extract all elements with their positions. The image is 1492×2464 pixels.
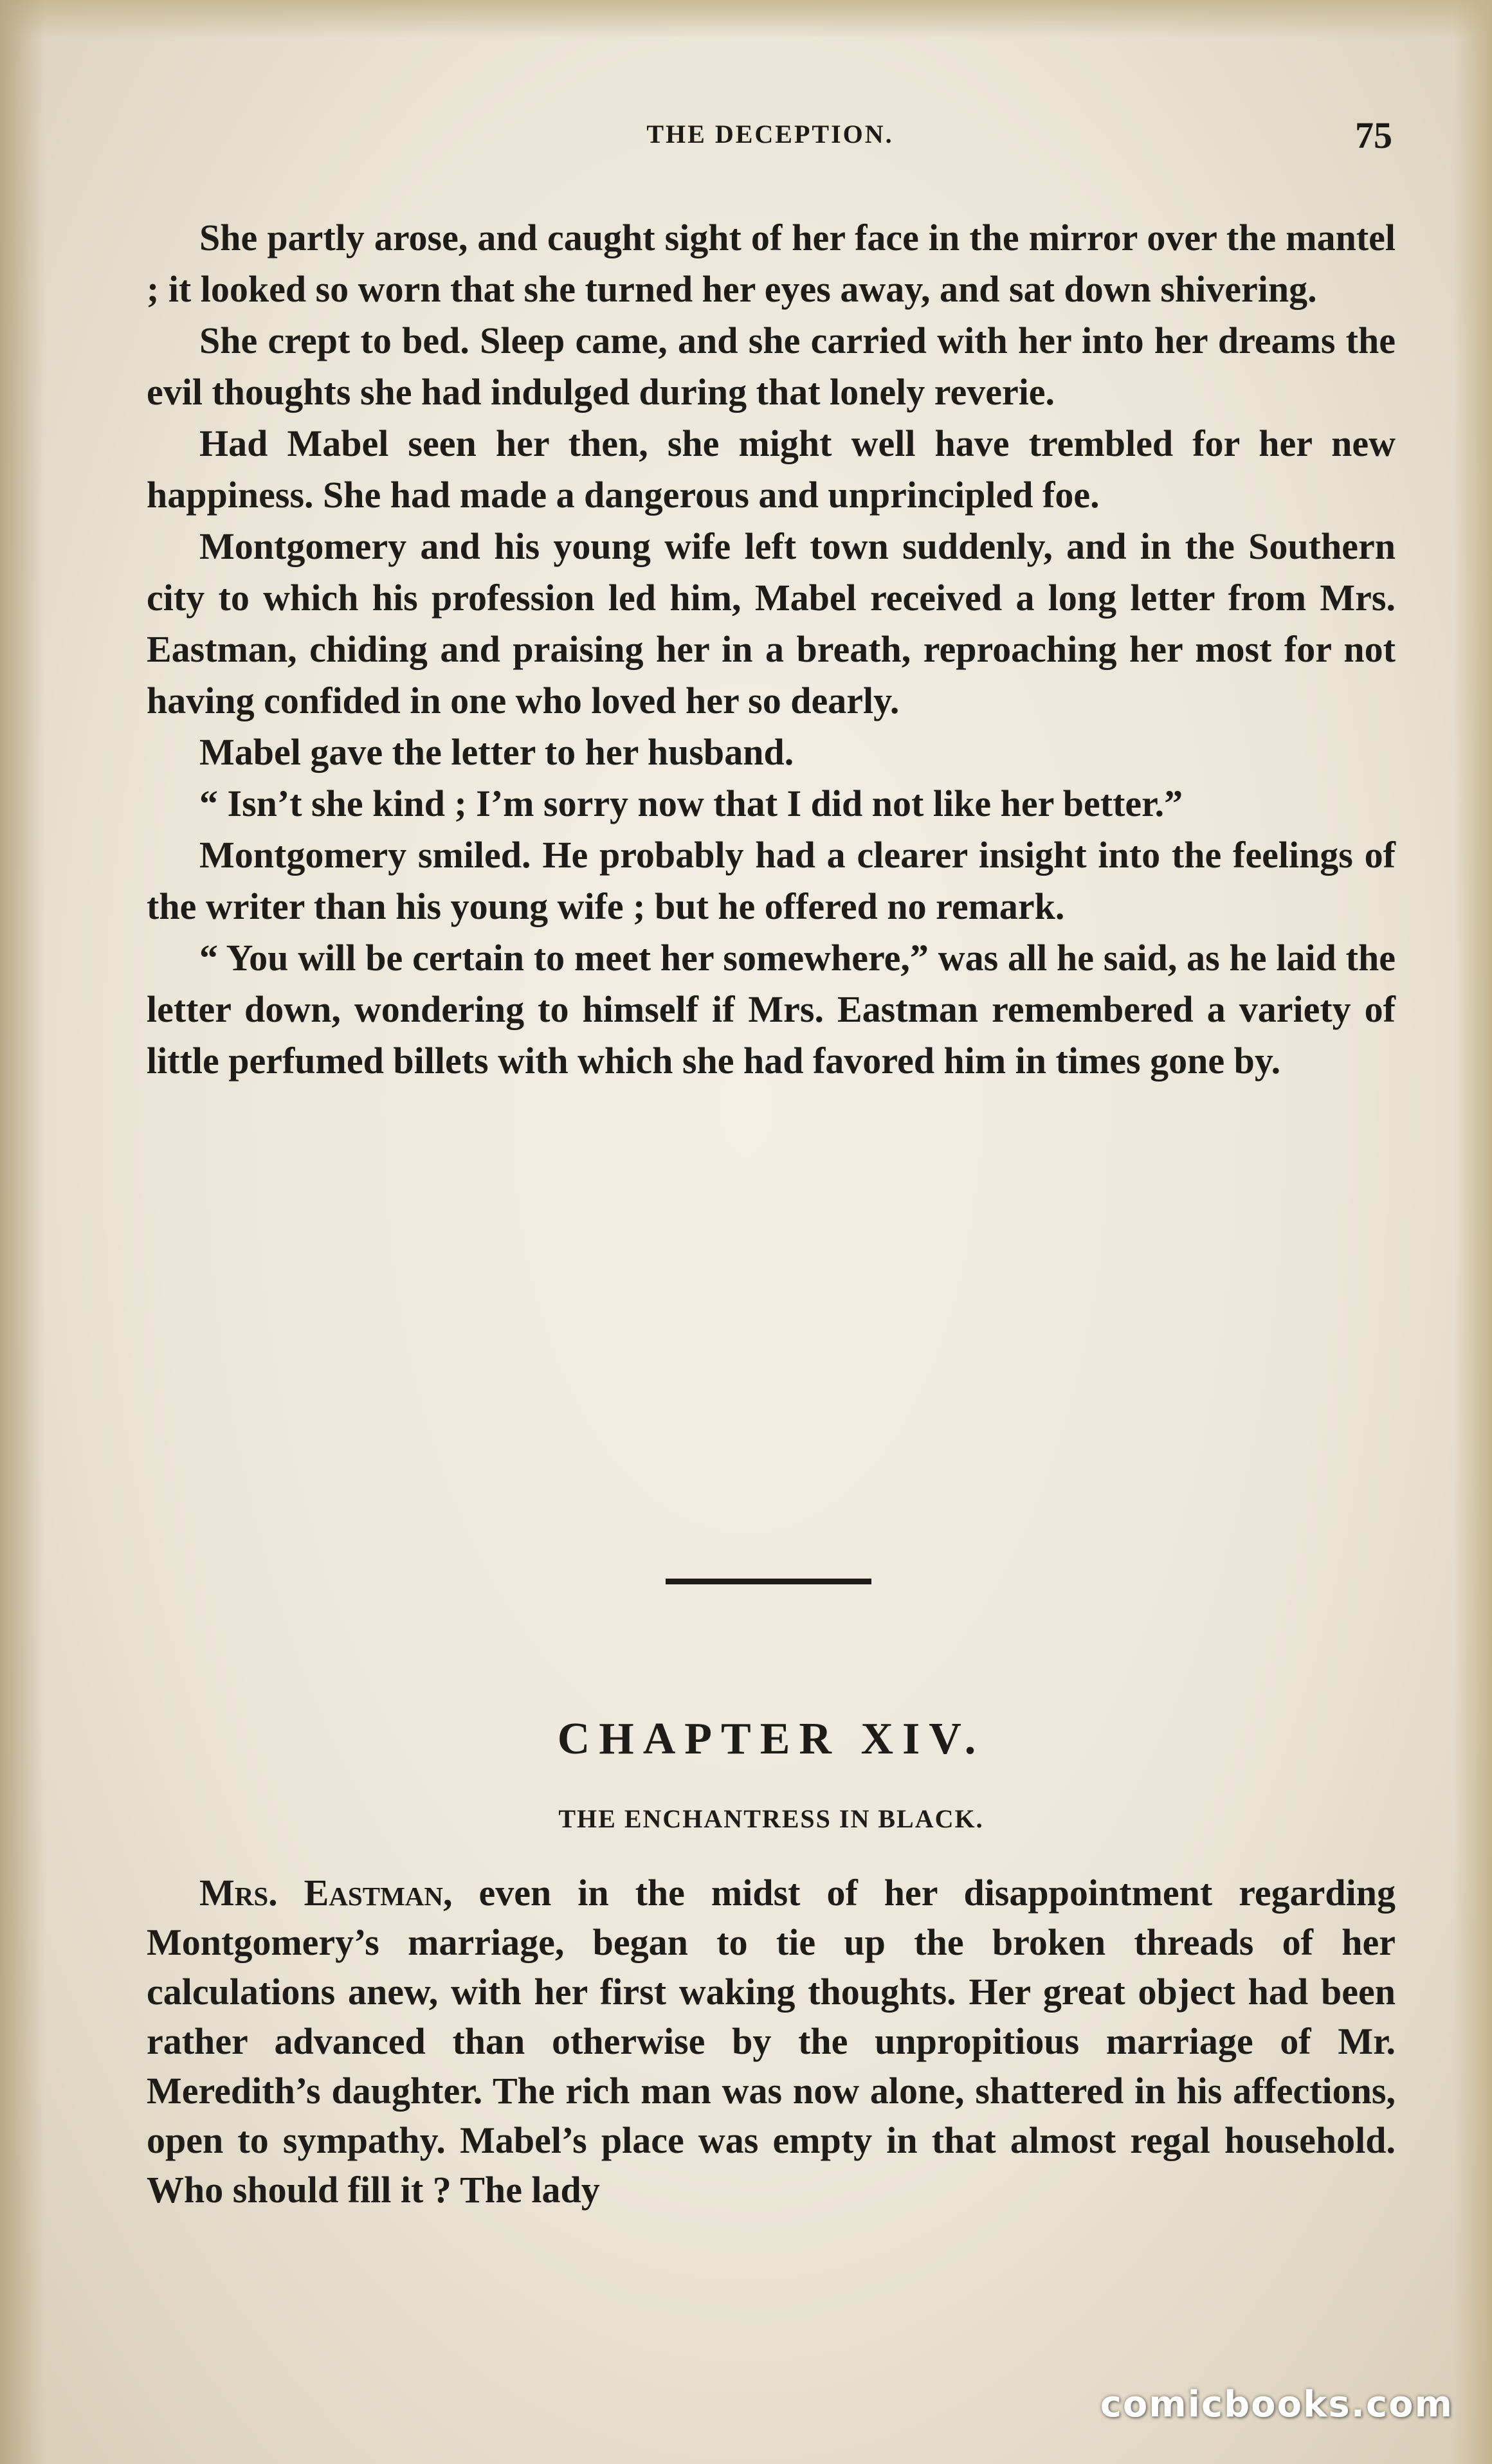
site-watermark: comicbooks.com bbox=[1100, 2384, 1453, 2425]
paragraph: She crept to bed. Sleep came, and she carried with her into her dreams the evil thoughts she had indulged during that lonely reverie. bbox=[147, 320, 1396, 413]
running-title: THE DECEPTION. bbox=[646, 120, 894, 149]
paragraph: “ You will be certain to meet her somewhere,” was all he said, as he laid the letter down, wondering to himself if Mrs. Eastman remembered a variety of little perfumed billets with which she had favored him in times gone by. bbox=[147, 937, 1396, 1082]
chapter-opening-text bbox=[147, 1868, 1396, 2215]
paragraph: “ Isn’t she kind ; I’m sorry now that I did not like her better.” bbox=[199, 783, 1183, 824]
chapter-title: CHAPTER XIV. bbox=[557, 1714, 985, 1764]
paragraph: Montgomery and his young wife left town suddenly, and in the Southern city to which his profession led him, Mabel received a long letter from Mrs. Eastman, chiding and praising her in a breath, reproaching her most for not having confided in one who loved her so dearly. bbox=[147, 525, 1396, 721]
chapter-opening-body: even in the midst of her disappointment regarding Montgomery’s marriage, began to tie up the broken threads of her calculations anew, with her first waking thoughts. Her great object had been rather advanced than otherwise by the unpropitious marriage of Mr. Meredith’s daughter. The rich man was now alone, shattered in his affections, open to sympathy. Mabel’s place was empty in that almost regal household. Who should fill it ? The lady bbox=[147, 1872, 1396, 2211]
body-text bbox=[147, 212, 1396, 1087]
chapter-paragraph bbox=[147, 1868, 1396, 2215]
page-edge-shadow-top bbox=[0, 0, 1492, 39]
chapter-subtitle: THE ENCHANTRESS IN BLACK. bbox=[558, 1804, 984, 1833]
chapter-opening-smallcaps: Mrs. Eastman, bbox=[199, 1872, 453, 1914]
running-head bbox=[148, 114, 1392, 164]
paragraph: Montgomery smiled. He probably had a clearer insight into the feelings of the writer than his young wife ; but he offered no remark. bbox=[147, 834, 1396, 927]
paragraph: She partly arose, and caught sight of her face in the mirror over the mantel ; it looked so worn that she turned her eyes away, and sat down shivering. bbox=[147, 217, 1396, 310]
page-edge-shadow-right bbox=[1453, 0, 1492, 2464]
section-divider-rule bbox=[666, 1579, 871, 1584]
page-edge-shadow-left bbox=[0, 0, 45, 2464]
paragraph: Had Mabel seen her then, she might well have trembled for her new happiness. She had made a dangerous and unprincipled foe. bbox=[147, 422, 1396, 516]
page-number: 75 bbox=[1355, 114, 1392, 156]
paragraph: Mabel gave the letter to her husband. bbox=[199, 731, 794, 773]
